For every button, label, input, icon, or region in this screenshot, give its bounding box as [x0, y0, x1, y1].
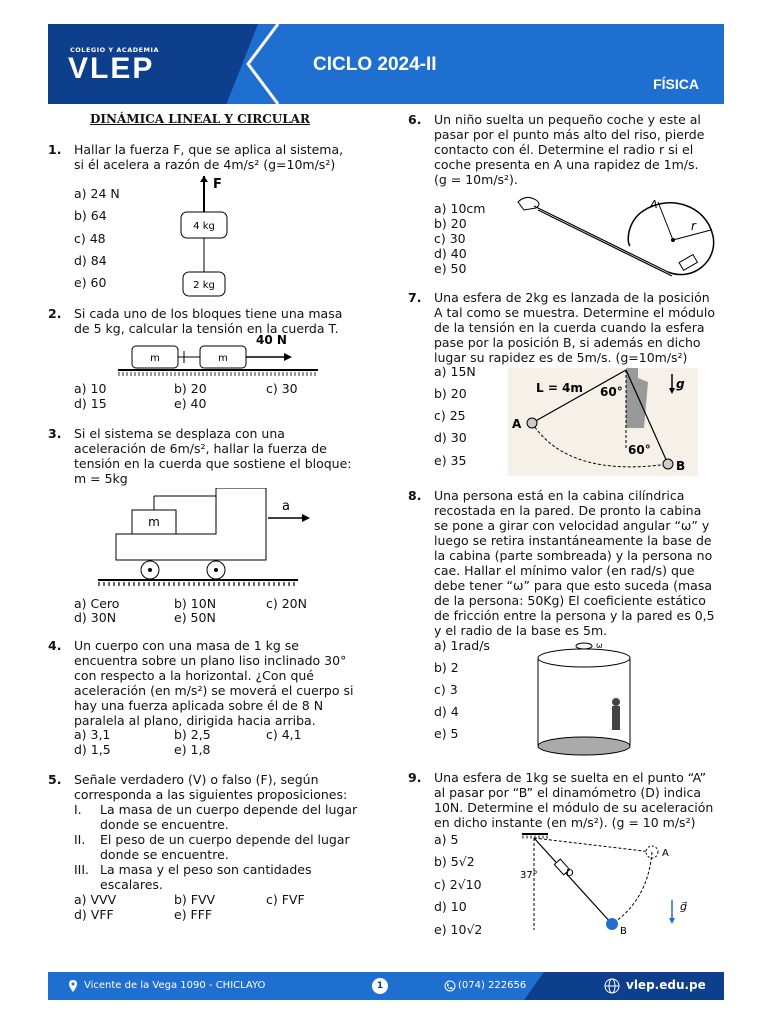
page-header — [48, 24, 724, 104]
prop-number: II. — [74, 832, 86, 847]
question-text: hay una fuerza aplicada sobre él de 8 N — [74, 698, 324, 713]
option: c) 4,1 — [266, 727, 302, 742]
block-label: m — [150, 353, 160, 364]
question-text: con respecto a la horizontal. ¿Con qué — [74, 668, 314, 683]
option: e) 50 — [434, 261, 467, 276]
option: c) 2√10 — [434, 877, 482, 892]
option: d) 15 — [74, 396, 107, 411]
option: d) 30 — [434, 430, 467, 445]
option: b) 5√2 — [434, 854, 475, 869]
option: c) FVF — [266, 892, 305, 907]
question-text: Una persona está en la cabina cilíndrica — [434, 488, 685, 503]
question-text: pasar por el punto más alto del riso, pierde — [434, 127, 705, 142]
question-text: Señale verdadero (V) o falso (F), según — [74, 772, 319, 787]
force-label: F — [213, 177, 222, 192]
option: d) 40 — [434, 246, 467, 261]
option: a) VVV — [74, 892, 117, 907]
question-text: aceleración (en m/s²) se moverá el cuerpo si — [74, 683, 354, 698]
option: c) 48 — [74, 231, 106, 246]
prop-line: El peso de un cuerpo depende del lugar — [100, 832, 350, 847]
figure-q8 — [534, 638, 644, 758]
question-number: 9. — [408, 770, 422, 785]
angle-label: 60° — [600, 385, 623, 399]
question-text: Un cuerpo con una masa de 1 kg se — [74, 638, 299, 653]
point-label: B — [620, 926, 627, 937]
question-text: si él acelera a razón de 4m/s² (g=10m/s²) — [74, 157, 336, 172]
force-label: 40 N — [256, 334, 287, 347]
prop-text — [100, 802, 362, 832]
point-label: B — [676, 459, 686, 473]
option: d) 10 — [434, 899, 467, 914]
footer-phone: (074) 222656 — [458, 980, 527, 991]
prop-line: donde se encuentre. — [100, 817, 229, 832]
option: e) 10√2 — [434, 922, 483, 937]
question-text: paralela al plano, dirigida hacia arriba. — [74, 713, 316, 728]
page-number: 1 — [372, 978, 388, 994]
option: b) 10N — [174, 596, 217, 611]
question-text: coche presenta en A una rapidez de 1m/s. — [434, 157, 699, 172]
point-label: A — [512, 417, 522, 431]
option: e) 40 — [174, 396, 207, 411]
option: d) 4 — [434, 704, 459, 719]
question-text: Si el sistema se desplaza con una — [74, 426, 285, 441]
prop-number: III. — [74, 862, 90, 877]
section-title: DINÁMICA LINEAL Y CIRCULAR — [90, 112, 310, 126]
question-text: recostada en la pared. De pronto la cabina — [434, 503, 702, 518]
question-text: corresponda a las siguientes proposiciones: — [74, 787, 348, 802]
figure-q2 — [118, 334, 338, 382]
option: d) VFF — [74, 907, 114, 922]
prop-text — [100, 862, 362, 892]
figure-q6 — [508, 186, 723, 282]
brand-tagline: COLEGIO Y ACADEMIA — [70, 46, 159, 54]
figure-q9 — [508, 830, 708, 948]
question-text: tensión en la cuerda que sostiene el bloque: — [74, 456, 352, 471]
phone-icon — [444, 980, 456, 992]
question-text: pase por la posición B, si además en dicho — [434, 335, 701, 350]
option: a) 10 — [74, 381, 107, 396]
option: a) 10cm — [434, 201, 486, 216]
option: a) 24 N — [74, 186, 120, 201]
option: a) Cero — [74, 596, 120, 611]
option: e) 1,8 — [174, 742, 211, 757]
question-text: debe tener “ω” para que esto suceda (masa — [434, 578, 712, 593]
prop-line: La masa de un cuerpo depende del lugar — [100, 802, 358, 817]
question-text: se pone a girar con velocidad angular “ω” y — [434, 518, 710, 533]
question-text: la cabina (parte sombreada) y la persona no — [434, 548, 713, 563]
question-number: 7. — [408, 290, 422, 305]
question-number: 2. — [48, 306, 62, 321]
option: b) 2 — [434, 660, 459, 675]
question-text: Un niño suelta un pequeño coche y este al — [434, 112, 701, 127]
option: d) 30N — [74, 610, 117, 625]
option: d) 84 — [74, 253, 107, 268]
accel-label: a — [282, 499, 290, 514]
angle-label: 60° — [628, 443, 651, 457]
chevron-icon — [228, 24, 288, 104]
option: b) 20 — [174, 381, 207, 396]
option: b) 64 — [74, 208, 107, 223]
question-text: aceleración de 6m/s², hallar la fuerza de — [74, 441, 327, 456]
angle-label: 37° — [520, 870, 538, 881]
question-text: y el radio de la base es 5m. — [434, 623, 608, 638]
question-text: cae. Hallar el mínimo valor (en rad/s) que — [434, 563, 695, 578]
point-label: A — [650, 198, 658, 211]
question-number: 6. — [408, 112, 422, 127]
figure-q7 — [508, 368, 698, 476]
option: b) FVV — [174, 892, 216, 907]
footer-website[interactable]: vlep.edu.pe — [626, 978, 706, 992]
gravity-label: g⃗ — [680, 900, 687, 913]
question-text: en dicho instante (en m/s²). (g = 10 m/s²) — [434, 815, 696, 830]
length-label: L = 4m — [536, 381, 583, 395]
dynamometer-label: D — [566, 868, 574, 879]
question-text: al pasar por “B” el dinamómetro (D) indica — [434, 785, 702, 800]
question-text: 10N. Determine el módulo de su aceleración — [434, 800, 714, 815]
globe-icon — [604, 978, 620, 994]
block-label: m — [148, 515, 160, 529]
option: e) 5 — [434, 726, 459, 741]
option: c) 25 — [434, 408, 466, 423]
option: c) 30 — [266, 381, 298, 396]
question-number: 5. — [48, 772, 62, 787]
block-label: 4 kg — [193, 221, 215, 232]
prop-line: La masa y el peso son cantidades — [100, 862, 312, 877]
prop-line: escalares. — [100, 877, 163, 892]
question-number: 4. — [48, 638, 62, 653]
question-text: de la tensión en la cuerda cuando la esfera — [434, 320, 705, 335]
option: a) 1rad/s — [434, 638, 490, 653]
option: c) 3 — [434, 682, 458, 697]
option: c) 30 — [434, 231, 466, 246]
question-number: 1. — [48, 142, 62, 157]
option: c) 20N — [266, 596, 307, 611]
question-text: de 5 kg, calcular la tensión en la cuerda T. — [74, 321, 339, 336]
option: e) 35 — [434, 453, 467, 468]
figure-q1 — [173, 176, 263, 300]
option: b) 20 — [434, 386, 467, 401]
question-text: luego se retira instantáneamente la base de — [434, 533, 712, 548]
question-text: de fricción entre la persona y la pared es 0,5 — [434, 608, 715, 623]
question-number: 3. — [48, 426, 62, 441]
prop-text — [100, 832, 362, 862]
option: a) 3,1 — [74, 727, 111, 742]
question-text: de la persona: 50Kg) El coeficiente estático — [434, 593, 706, 608]
subject-title: FÍSICA — [653, 76, 699, 92]
question-text: encuentra sobre un plano liso inclinado 30° — [74, 653, 347, 668]
question-number: 8. — [408, 488, 422, 503]
option: d) 1,5 — [74, 742, 111, 757]
omega-label: ω — [596, 641, 603, 650]
footer-address: Vicente de la Vega 1090 - CHICLAYO — [84, 980, 266, 991]
gravity-label: g — [676, 377, 685, 391]
question-text: contacto con él. Determine el radio r si el — [434, 142, 694, 157]
question-text: Hallar la fuerza F, que se aplica al sistema, — [74, 142, 344, 157]
page-footer — [48, 972, 724, 1000]
option: a) 5 — [434, 832, 459, 847]
question-text: A tal como se muestra. Determine el módulo — [434, 305, 715, 320]
block-label: 2 kg — [193, 280, 215, 291]
prop-line: donde se encuentre. — [100, 847, 229, 862]
option: a) 15N — [434, 364, 476, 379]
figure-q3 — [98, 488, 328, 588]
question-text: (g = 10m/s²). — [434, 172, 518, 187]
prop-number: I. — [74, 802, 82, 817]
option: b) 2,5 — [174, 727, 211, 742]
question-text: Una esfera de 2kg es lanzada de la posición — [434, 290, 710, 305]
question-text: m = 5kg — [74, 471, 128, 486]
question-text: lugar su rapidez es de 5m/s. (g=10m/s²) — [434, 350, 688, 365]
question-text: Si cada uno de los bloques tiene una masa — [74, 306, 343, 321]
option: b) 20 — [434, 216, 467, 231]
brand-logo: VLEP — [68, 52, 155, 85]
point-label: A — [662, 848, 669, 859]
radius-label: r — [691, 219, 696, 233]
option: e) FFF — [174, 907, 213, 922]
block-label: m — [218, 353, 228, 364]
cycle-title: CICLO 2024-II — [313, 54, 437, 75]
option: e) 50N — [174, 610, 216, 625]
option: e) 60 — [74, 275, 107, 290]
question-text: Una esfera de 1kg se suelta en el punto “A” — [434, 770, 707, 785]
location-pin-icon — [68, 979, 78, 993]
